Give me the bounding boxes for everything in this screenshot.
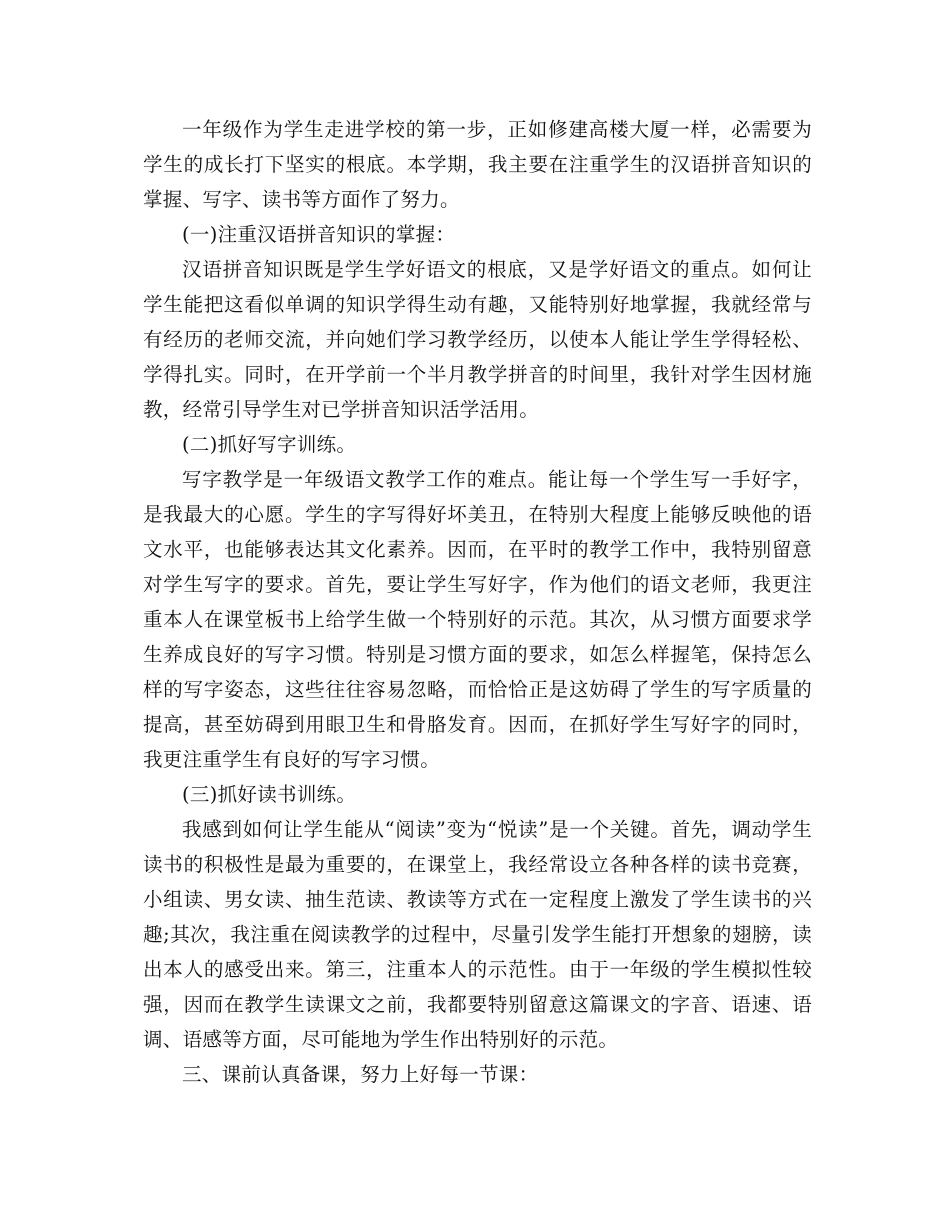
- section-heading-preparation: 三、课前认真备课，努力上好每一节课：: [182, 1063, 539, 1086]
- section-heading-reading: (三)抓好读书训练。: [182, 783, 357, 806]
- pinyin-paragraph: 汉语拼音知识既是学生学好语文的根底，又是学好语文的重点。如何让学生能把这看似单调的知识学得生动有趣，又能特别好地掌握，我就经常与有经历的老师交流，并向她们学习教学经历，以使本人能让学生学得轻松、学得扎实。同时，在开学前一个半月教学拼音的时间里，我针对学生因材施教，经常引导学生对已学拼音知识活学活用。: [143, 258, 812, 421]
- reading-paragraph: 我感到如何让学生能从“阅读”变为“悦读”是一个关键。首先，调动学生读书的积极性是最为重要的，在课堂上，我经常设立各种各样的读书竞赛，小组读、男女读、抽生范读、教读等方式在一定程度上激发了学生读书的兴趣;其次，我注重在阅读教学的过程中，尽量引发学生能打开想象的翅膀，读出本人的感受出来。第三，注重本人的示范性。由于一年级的学生模拟性较强，因而在教学生读课文之前，我都要特别留意这篇课文的字音、语速、语调、语感等方面，尽可能地为学生作出特别好的示范。: [143, 818, 812, 1051]
- section-heading-writing: (二)抓好写字训练。: [182, 433, 357, 456]
- intro-paragraph: 一年级作为学生走进学校的第一步，正如修建高楼大厦一样，必需要为学生的成长打下坚实的根底。本学期，我主要在注重学生的汉语拼音知识的掌握、写字、读书等方面作了努力。: [143, 118, 812, 211]
- writing-paragraph: 写字教学是一年级语文教学工作的难点。能让每一个学生写一手好字，是我最大的心愿。学生的字写得好坏美丑，在特别大程度上能够反映他的语文水平，也能够表达其文化素养。因而，在平时的教学工作中，我特别留意对学生写字的要求。首先，要让学生写好字，作为他们的语文老师，我更注重本人在课堂板书上给学生做一个特别好的示范。其次，从习惯方面要求学生养成良好的写字习惯。特别是习惯方面的要求，如怎么样握笔，保持怎么样的写字姿态，这些往往容易忽略，而恰恰正是这妨碍了学生的写字质量的提高，甚至妨碍到用眼卫生和骨胳发育。因而，在抓好学生写好字的同时，我更注重学生有良好的写字习惯。: [143, 468, 812, 771]
- section-heading-pinyin: (一)注重汉语拼音知识的掌握：: [182, 223, 456, 246]
